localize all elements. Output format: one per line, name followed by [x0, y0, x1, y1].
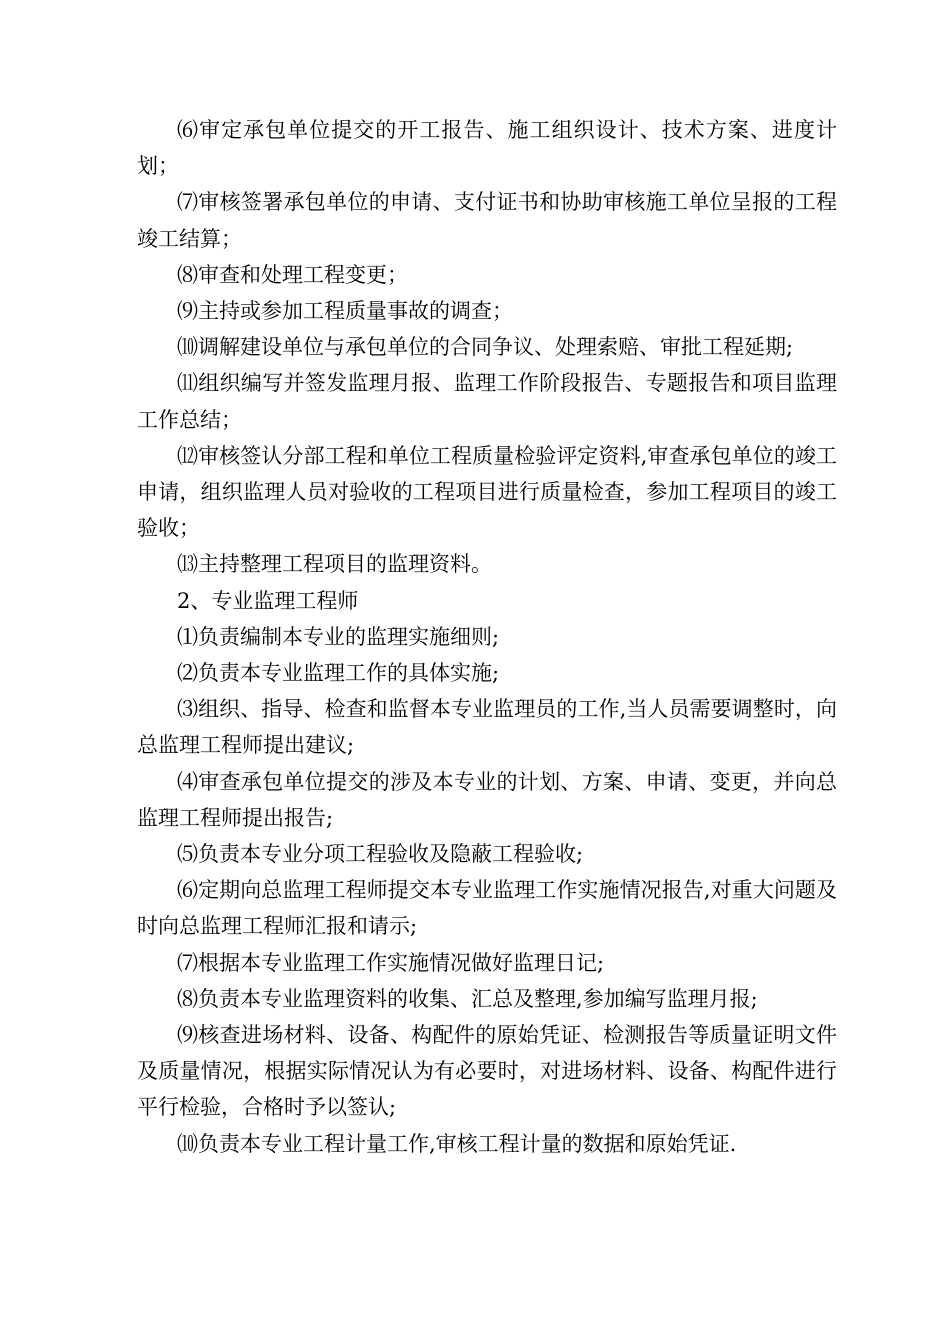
section-heading: 2、专业监理工程师 [177, 588, 359, 613]
paragraph-3: ⑻审查和处理工程变更； [177, 262, 408, 287]
paragraph-11: ⑵负责本专业监理工作的具体实施; [177, 661, 500, 686]
paragraph-5: ⑽调解建设单位与承包单位的合同争议、处理索赔、审批工程延期; [177, 335, 794, 360]
paragraph-12: ⑶组织、指导、检查和监督本专业监理员的工作,当人员需要调整时，向总监理工程师提出建议; [137, 697, 837, 758]
paragraph-4: ⑼主持或参加工程质量事故的调查； [177, 299, 513, 324]
paragraph-19: ⑽负责本专业工程计量工作,审核工程计量的数据和原始凭证. [177, 1131, 737, 1156]
paragraph-15: ⑹定期向总监理工程师提交本专业监理工作实施情况报告,对重大问题及时向总监理工程师汇报和请示; [137, 878, 837, 939]
paragraph-18: ⑼核查进场材料、设备、构配件的原始凭证、检测报告等质量证明文件及质量情况，根据实际情况认为有必要时，对进场材料、设备、构配件进行平行检验，合格时予以签认; [137, 1023, 837, 1120]
document-body [137, 112, 837, 1162]
paragraph-6: ⑾组织编写并签发监理月报、监理工作阶段报告、专题报告和项目监理工作总结； [137, 371, 837, 432]
paragraph-10: ⑴负责编制本专业的监理实施细则; [177, 624, 500, 649]
paragraph-1: ⑹审定承包单位提交的开工报告、施工组织设计、技术方案、进度计划； [137, 118, 837, 179]
paragraph-2: ⑺审核签署承包单位的申请、支付证书和协助审核施工单位呈报的工程竣工结算； [137, 190, 837, 251]
paragraph-7: ⑿审核签认分部工程和单位工程质量检验评定资料,审查承包单位的竣工申请，组织监理人员对验收的工程项目进行质量检查，参加工程项目的竣工验收； [137, 443, 837, 541]
paragraph-16: ⑺根据本专业监理工作实施情况做好监理日记; [177, 950, 605, 975]
paragraph-13: ⑷审查承包单位提交的涉及本专业的计划、方案、申请、变更，并向总监理工程师提出报告; [137, 769, 837, 830]
paragraph-8: ⒀主持整理工程项目的监理资料。 [177, 552, 492, 577]
paragraph-14: ⑸负责本专业分项工程验收及隐蔽工程验收; [177, 842, 584, 867]
paragraph-17: ⑻负责本专业监理资料的收集、汇总及整理,参加编写监理月报; [177, 986, 758, 1011]
